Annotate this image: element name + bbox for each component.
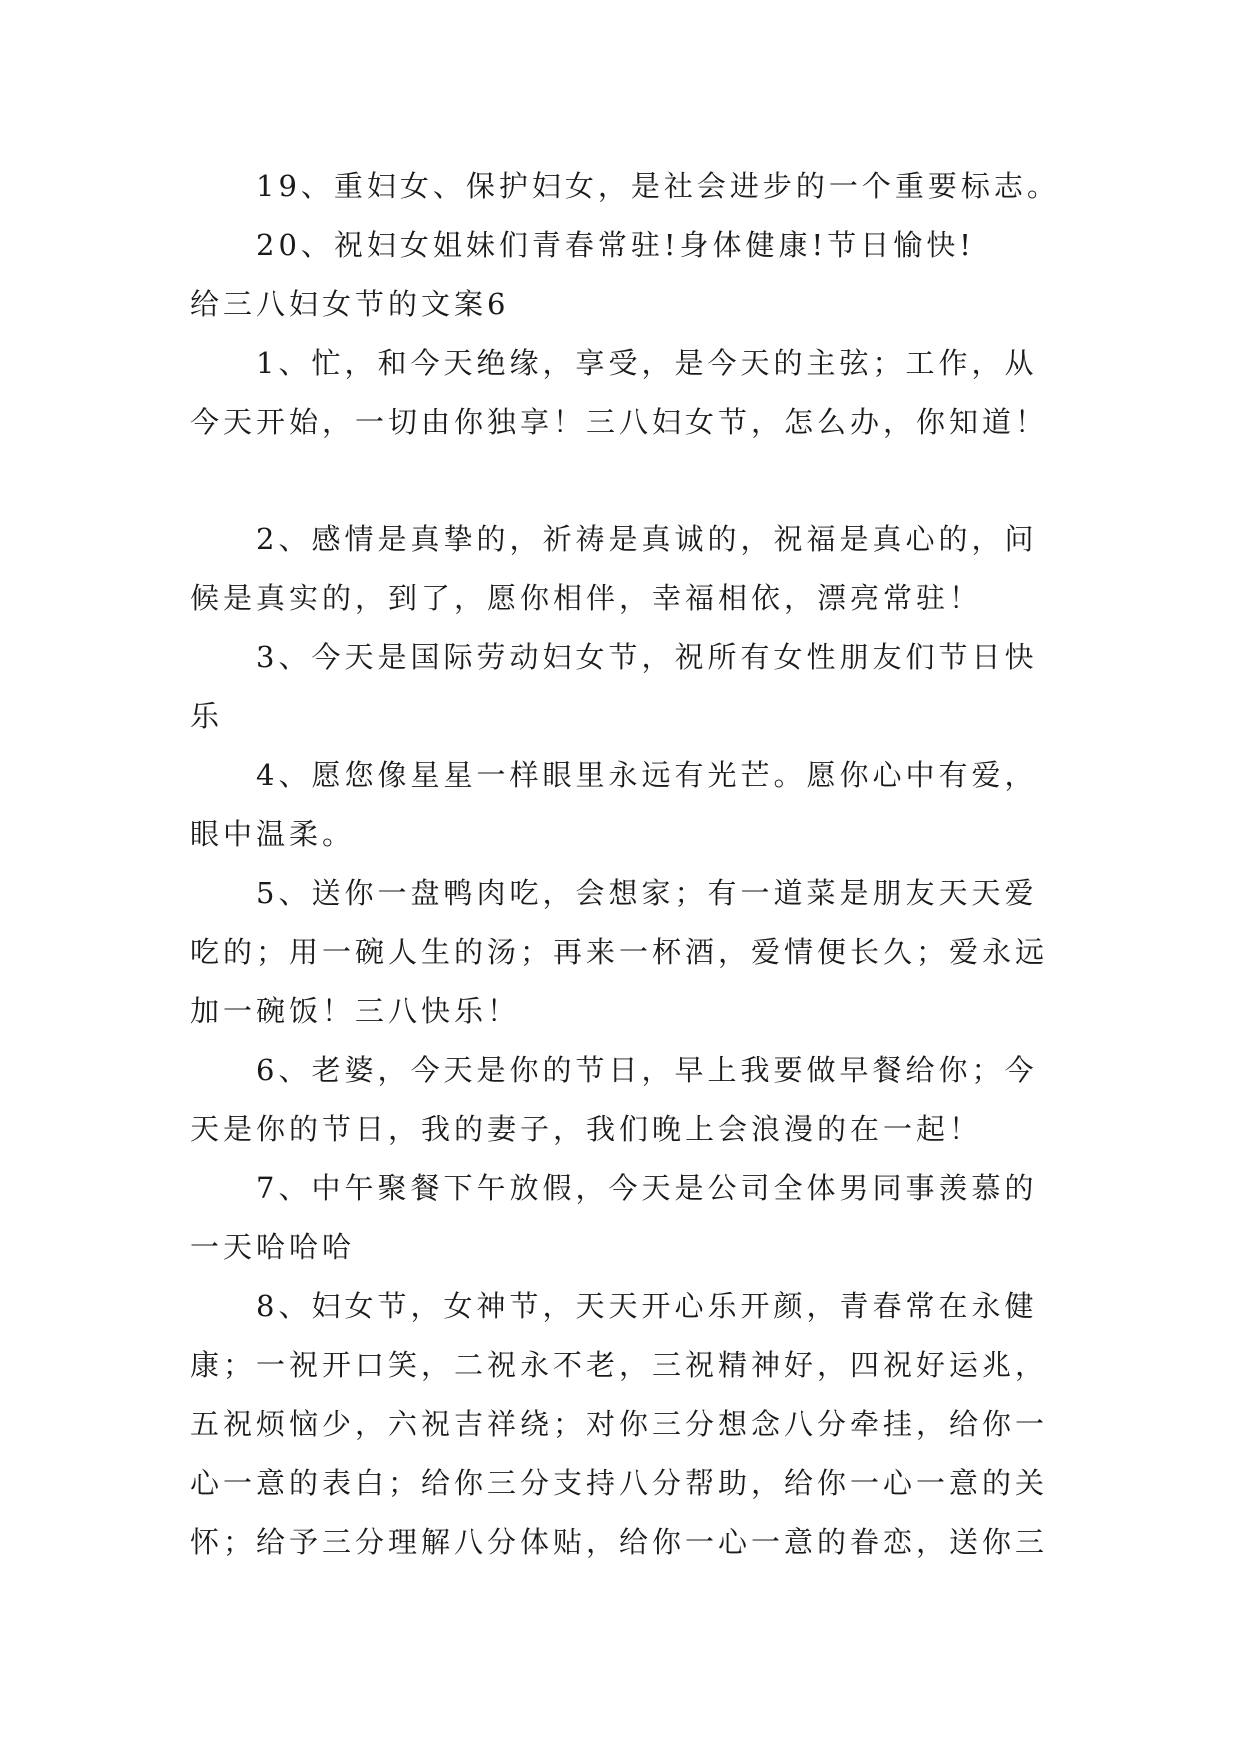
paragraph-line: 天是你的节日，我的妻子，我们晚上会浪漫的在一起！ bbox=[190, 1112, 983, 1146]
paragraph-line: 一天哈哈哈 bbox=[190, 1230, 356, 1264]
paragraph-line: 3、今天是国际劳动妇女节，祝所有女性朋友们节日快 bbox=[256, 640, 1038, 674]
paragraph-line: 6、老婆，今天是你的节日，早上我要做早餐给你；今 bbox=[256, 1053, 1038, 1087]
document-body bbox=[190, 157, 1060, 1572]
section-heading: 给三八妇女节的文案6 bbox=[190, 287, 510, 321]
paragraph-line: 4、愿您像星星一样眼里永远有光芒。愿你心中有爱， bbox=[256, 758, 1038, 792]
paragraph-line: 7、中午聚餐下午放假，今天是公司全体男同事羡慕的 bbox=[256, 1171, 1038, 1205]
paragraph-line: 眼中温柔。 bbox=[190, 817, 356, 851]
paragraph-line: 2、感情是真挚的，祈祷是真诚的，祝福是真心的，问 bbox=[256, 522, 1038, 556]
paragraph-line: 加一碗饭！三八快乐！ bbox=[190, 994, 521, 1028]
paragraph-line: 怀；给予三分理解八分体贴，给你一心一意的眷恋，送你三 bbox=[190, 1525, 1049, 1559]
paragraph-line: 乐 bbox=[190, 699, 224, 733]
paragraph-line: 候是真实的，到了，愿你相伴，幸福相依，漂亮常驻！ bbox=[190, 581, 983, 615]
blank-gap bbox=[190, 452, 1060, 510]
paragraph-line: 康；一祝开口笑，二祝永不老，三祝精神好，四祝好运兆， bbox=[190, 1348, 1049, 1382]
paragraph-line: 19、重妇女、保护妇女，是社会进步的一个重要标志。 bbox=[256, 169, 1060, 203]
paragraph-line: 1、忙，和今天绝缘，享受，是今天的主弦；工作，从 bbox=[256, 346, 1038, 380]
paragraph-line: 吃的；用一碗人生的汤；再来一杯酒，爱情便长久；爱永远 bbox=[190, 935, 1049, 969]
paragraph-line: 8、妇女节，女神节，天天开心乐开颜，青春常在永健 bbox=[256, 1289, 1038, 1323]
paragraph-line: 20、祝妇女姐妹们青春常驻!身体健康!节日愉快! bbox=[256, 228, 975, 262]
paragraph-line: 心一意的表白；给你三分支持八分帮助，给你一心一意的关 bbox=[190, 1466, 1049, 1500]
paragraph-line: 五祝烦恼少，六祝吉祥绕；对你三分想念八分牵挂，给你一 bbox=[190, 1407, 1049, 1441]
paragraph-line: 5、送你一盘鸭肉吃，会想家；有一道菜是朋友天天爱 bbox=[256, 876, 1038, 910]
paragraph-line: 今天开始，一切由你独享！三八妇女节，怎么办，你知道！ bbox=[190, 405, 1049, 439]
